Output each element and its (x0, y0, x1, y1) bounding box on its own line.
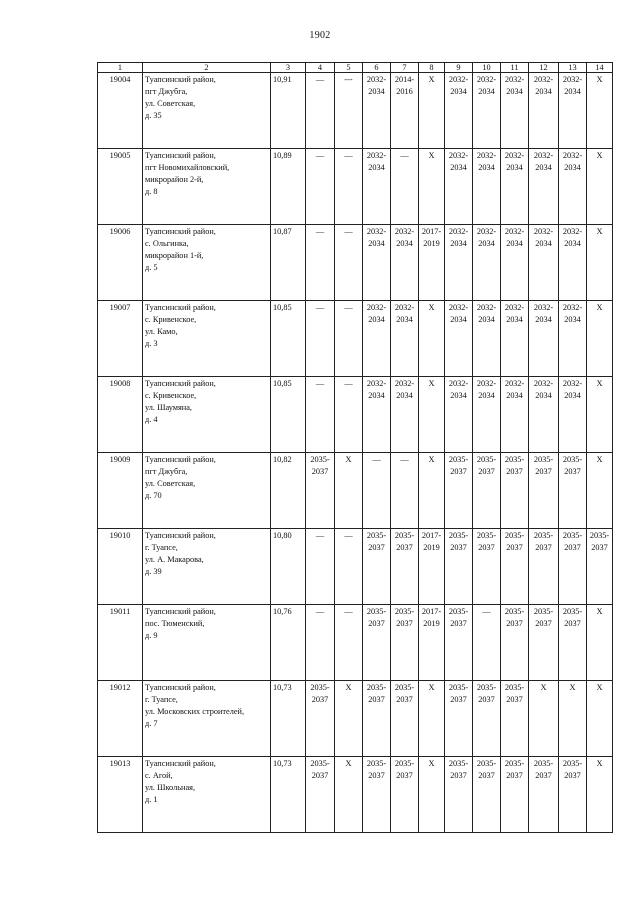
address-cell (143, 149, 271, 225)
period-cell: Х (587, 681, 613, 757)
address-line: с. Кривенское, (145, 315, 197, 325)
period-cell: Х (419, 453, 445, 529)
address-cell (143, 301, 271, 377)
column-header: 8 (419, 63, 445, 73)
period-cell: 2032- 2034 (391, 377, 419, 453)
period-cell: Х (335, 453, 363, 529)
period-cell: 2035- 2037 (473, 757, 501, 833)
period-cell: 2032- 2034 (501, 73, 529, 149)
address-line: с. Кривенское, (145, 391, 197, 401)
period-cell: — (335, 605, 363, 681)
period-cell: 2035- 2037 (529, 605, 559, 681)
period-cell: 2017- 2019 (419, 225, 445, 301)
value-cell: 10,87 (271, 225, 306, 301)
period-cell: 2035- 2037 (445, 453, 473, 529)
period-cell: Х (335, 757, 363, 833)
column-header: 10 (473, 63, 501, 73)
record-number: 19012 (98, 681, 143, 757)
period-cell: 2035- 2037 (363, 757, 391, 833)
address-line: пгт Джубга, (145, 467, 188, 477)
period-cell: 2035- 2037 (363, 529, 391, 605)
period-cell: 2032- 2034 (559, 377, 587, 453)
table-row (98, 529, 613, 605)
period-cell: — (335, 529, 363, 605)
value-cell: 10,76 (271, 605, 306, 681)
period-cell: 2032- 2034 (391, 301, 419, 377)
address-line: ул. Камо, (145, 327, 178, 337)
period-cell: Х (587, 149, 613, 225)
table-row (98, 453, 613, 529)
period-cell: 2035- 2037 (363, 681, 391, 757)
period-cell: 2035- 2037 (501, 681, 529, 757)
period-cell: 2035- 2037 (445, 681, 473, 757)
period-cell: Х (587, 225, 613, 301)
period-cell: 2035- 2037 (306, 453, 335, 529)
period-cell: 2032- 2034 (363, 377, 391, 453)
period-cell: 2035- 2037 (445, 529, 473, 605)
period-cell: 2035- 2037 (559, 529, 587, 605)
period-cell: 2014- 2016 (391, 73, 419, 149)
value-cell: 10,73 (271, 681, 306, 757)
period-cell: 2032- 2034 (529, 301, 559, 377)
value-cell: 10,89 (271, 149, 306, 225)
period-cell: 2035- 2037 (473, 453, 501, 529)
address-line: ул. Советская, (145, 479, 196, 489)
address-cell (143, 529, 271, 605)
period-cell: 2017- 2019 (419, 529, 445, 605)
address-cell (143, 757, 271, 833)
period-cell: 2032- 2034 (501, 225, 529, 301)
period-cell: — (391, 453, 419, 529)
period-cell: 2035- 2037 (587, 529, 613, 605)
address-line: д. 7 (145, 719, 158, 729)
address-line: микрорайон 1-й, (145, 251, 204, 261)
address-line: Туапсинский район, (145, 303, 216, 312)
period-cell: 2032- 2034 (529, 225, 559, 301)
period-cell: 2032- 2034 (473, 73, 501, 149)
period-cell: 2035- 2037 (306, 681, 335, 757)
address-line: с. Агой, (145, 771, 173, 781)
register-table (97, 62, 613, 833)
address-line: д. 9 (145, 631, 158, 641)
address-line: микрорайон 2-й, (145, 175, 204, 185)
period-cell: 2035- 2037 (445, 605, 473, 681)
address-line: д. 4 (145, 415, 158, 425)
table-row (98, 605, 613, 681)
period-cell: 2035- 2037 (529, 529, 559, 605)
period-cell: — (306, 301, 335, 377)
period-cell: 2032- 2034 (445, 225, 473, 301)
period-cell: 2032- 2034 (363, 225, 391, 301)
period-cell: 2035- 2037 (559, 453, 587, 529)
record-number: 19008 (98, 377, 143, 453)
period-cell: 2032- 2034 (501, 149, 529, 225)
address-line: Туапсинский район, (145, 683, 216, 692)
period-cell: — (306, 605, 335, 681)
address-line: д. 1 (145, 795, 158, 805)
address-line: ул. Школьная, (145, 783, 196, 793)
period-cell: 2032- 2034 (363, 301, 391, 377)
period-cell: Х (587, 73, 613, 149)
period-cell: 2032- 2034 (529, 149, 559, 225)
period-cell: 2035- 2037 (501, 453, 529, 529)
address-line: д. 39 (145, 567, 162, 577)
record-number: 19005 (98, 149, 143, 225)
record-number: 19006 (98, 225, 143, 301)
table-body (98, 73, 613, 833)
period-cell: Х (419, 377, 445, 453)
column-header: 11 (501, 63, 529, 73)
period-cell: — (391, 149, 419, 225)
column-header: 2 (143, 63, 271, 73)
column-header: 6 (363, 63, 391, 73)
address-line: ул. А. Макарова, (145, 555, 204, 565)
period-cell: 2035- 2037 (559, 605, 587, 681)
address-cell (143, 73, 271, 149)
period-cell: 2035- 2037 (501, 529, 529, 605)
period-cell: 2032- 2034 (445, 377, 473, 453)
period-cell: 2032- 2034 (391, 225, 419, 301)
address-line: ул. Шаумяна, (145, 403, 193, 413)
period-cell: --- (335, 73, 363, 149)
period-cell: Х (587, 301, 613, 377)
period-cell: Х (419, 301, 445, 377)
period-cell: — (335, 301, 363, 377)
period-cell: Х (559, 681, 587, 757)
record-number: 19007 (98, 301, 143, 377)
period-cell: — (335, 377, 363, 453)
period-cell: Х (335, 681, 363, 757)
column-header: 5 (335, 63, 363, 73)
column-header: 1 (98, 63, 143, 73)
address-line: Туапсинский район, (145, 455, 216, 464)
address-line: Туапсинский район, (145, 379, 216, 388)
period-cell: 2035- 2037 (391, 605, 419, 681)
value-cell: 10,82 (271, 453, 306, 529)
table-row (98, 149, 613, 225)
period-cell: — (306, 529, 335, 605)
period-cell: Х (587, 757, 613, 833)
period-cell: 2035- 2037 (391, 757, 419, 833)
table-row (98, 377, 613, 453)
column-header: 4 (306, 63, 335, 73)
period-cell: 2035- 2037 (501, 605, 529, 681)
period-cell: 2032- 2034 (529, 73, 559, 149)
period-cell: 2035- 2037 (391, 529, 419, 605)
record-number: 19010 (98, 529, 143, 605)
period-cell: 2035- 2037 (391, 681, 419, 757)
period-cell: 2032- 2034 (559, 149, 587, 225)
period-cell: Х (529, 681, 559, 757)
period-cell: 2035- 2037 (501, 757, 529, 833)
address-line: д. 8 (145, 187, 158, 197)
period-cell: Х (419, 73, 445, 149)
period-cell: 2032- 2034 (501, 377, 529, 453)
period-cell: 2035- 2037 (363, 605, 391, 681)
record-number: 19004 (98, 73, 143, 149)
period-cell: 2035- 2037 (306, 757, 335, 833)
period-cell: 2035- 2037 (529, 757, 559, 833)
period-cell: 2035- 2037 (445, 757, 473, 833)
period-cell: 2032- 2034 (363, 73, 391, 149)
value-cell: 10,85 (271, 377, 306, 453)
period-cell: 2032- 2034 (445, 73, 473, 149)
period-cell: — (306, 225, 335, 301)
address-cell (143, 225, 271, 301)
period-cell: — (306, 73, 335, 149)
address-line: Туапсинский район, (145, 75, 216, 84)
table-row (98, 73, 613, 149)
address-line: Туапсинский район, (145, 227, 216, 236)
period-cell: 2035- 2037 (473, 681, 501, 757)
address-line: ул. Советская, (145, 99, 196, 109)
address-line: пгт Новомихайловский, (145, 163, 230, 173)
address-cell (143, 453, 271, 529)
column-header: 9 (445, 63, 473, 73)
address-cell (143, 605, 271, 681)
address-cell (143, 377, 271, 453)
table-row (98, 225, 613, 301)
period-cell: 2032- 2034 (445, 301, 473, 377)
column-header: 14 (587, 63, 613, 73)
period-cell: 2032- 2034 (473, 225, 501, 301)
address-line: с. Ольгинка, (145, 239, 189, 249)
period-cell: — (306, 377, 335, 453)
page-number: 1902 (309, 30, 331, 41)
table-row (98, 301, 613, 377)
address-line: пос. Тюменский, (145, 619, 205, 629)
period-cell: — (335, 149, 363, 225)
address-line: Туапсинский район, (145, 531, 216, 540)
period-cell: 2032- 2034 (501, 301, 529, 377)
period-cell: 2032- 2034 (473, 377, 501, 453)
period-cell: Х (587, 377, 613, 453)
table-header-row (98, 63, 613, 73)
period-cell: 2032- 2034 (559, 225, 587, 301)
period-cell: 2035- 2037 (473, 529, 501, 605)
address-line: Туапсинский район, (145, 759, 216, 768)
address-line: пгт Джубга, (145, 87, 188, 97)
period-cell: 2032- 2034 (529, 377, 559, 453)
period-cell: 2032- 2034 (473, 301, 501, 377)
period-cell: — (363, 453, 391, 529)
address-line: д. 35 (145, 111, 162, 121)
period-cell: Х (419, 149, 445, 225)
period-cell: 2017- 2019 (419, 605, 445, 681)
period-cell: — (306, 149, 335, 225)
period-cell: Х (419, 757, 445, 833)
value-cell: 10,73 (271, 757, 306, 833)
value-cell: 10,80 (271, 529, 306, 605)
address-line: д. 3 (145, 339, 158, 349)
table-row (98, 681, 613, 757)
column-header: 13 (559, 63, 587, 73)
period-cell: 2035- 2037 (529, 453, 559, 529)
table-row (98, 757, 613, 833)
period-cell: 2032- 2034 (473, 149, 501, 225)
value-cell: 10,91 (271, 73, 306, 149)
period-cell: 2032- 2034 (559, 301, 587, 377)
column-header: 7 (391, 63, 419, 73)
address-line: д. 5 (145, 263, 158, 273)
address-line: Туапсинский район, (145, 607, 216, 616)
address-line: г. Туапсе, (145, 695, 178, 705)
period-cell: 2032- 2034 (363, 149, 391, 225)
record-number: 19011 (98, 605, 143, 681)
period-cell: Х (419, 681, 445, 757)
address-cell (143, 681, 271, 757)
record-number: 19013 (98, 757, 143, 833)
period-cell: 2032- 2034 (559, 73, 587, 149)
period-cell: 2032- 2034 (445, 149, 473, 225)
column-header: 12 (529, 63, 559, 73)
address-line: Туапсинский район, (145, 151, 216, 160)
period-cell: — (335, 225, 363, 301)
record-number: 19009 (98, 453, 143, 529)
address-line: г. Туапсе, (145, 543, 178, 553)
period-cell: — (473, 605, 501, 681)
period-cell: 2035- 2037 (559, 757, 587, 833)
address-line: д. 70 (145, 491, 162, 501)
value-cell: 10,85 (271, 301, 306, 377)
address-line: ул. Московских строителей, (145, 707, 245, 717)
column-header: 3 (271, 63, 306, 73)
period-cell: Х (587, 605, 613, 681)
period-cell: Х (587, 453, 613, 529)
